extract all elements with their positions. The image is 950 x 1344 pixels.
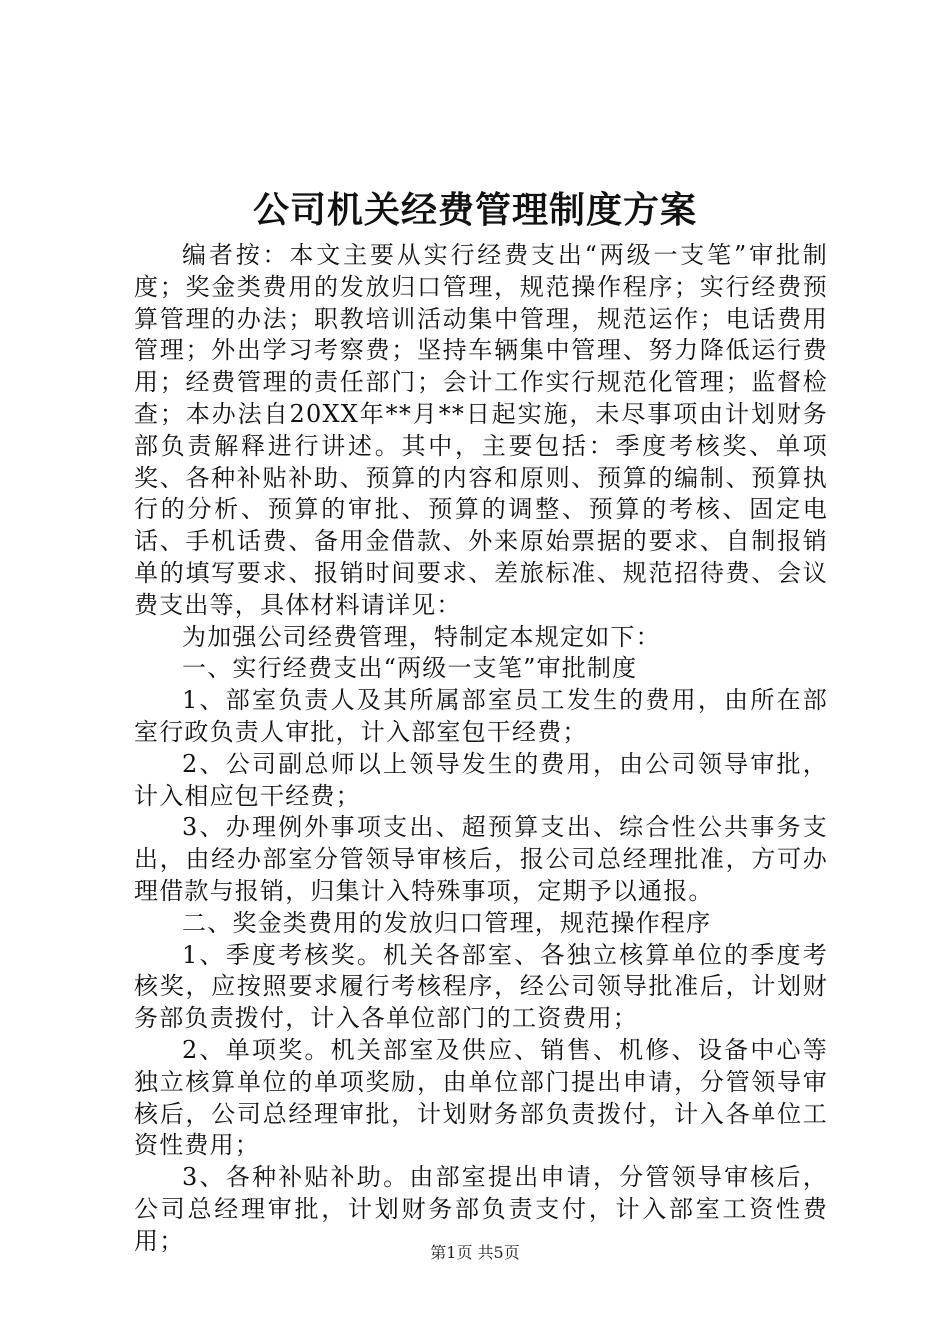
section-heading-2: 二、奖金类费用的发放归口管理，规范操作程序: [182, 908, 712, 937]
paragraph-1-2: 2、公司副总师以上领导发生的费用，由公司领导审批，计入相应包干经费；: [134, 749, 828, 810]
paragraph-2-1: 1、季度考核奖。机关各部室、各独立核算单位的季度考核奖，应按照要求履行考核程序，经公司领导批准后，计划财务部负责拨付，计入各单位部门的工资费用；: [134, 940, 828, 1033]
paragraph-intro: 为加强公司经费管理，特制定本规定如下：: [182, 622, 661, 651]
paragraph-2-3: 3、各种补贴补助。由部室提出申请，分管领导审核后，公司总经理审批，计划财务部负责支付，计入部室工资性费用；: [134, 1163, 828, 1255]
document-title: 公司机关经费管理制度方案: [252, 189, 697, 231]
section-heading-1: 一、实行经费支出“两级一支笔”审批制度: [182, 654, 638, 683]
page-number-footer: 第1页 共5页: [430, 1243, 520, 1262]
paragraph-1-1: 1、部室负责人及其所属部室员工发生的费用，由所在部室行政负责人审批，计入部室包干经费；: [134, 686, 828, 746]
paragraph-2-2: 2、单项奖。机关部室及供应、销售、机修、设备中心等独立核算单位的单项奖励，由单位部门提出申请，分管领导审核后，公司总经理审批，计划财务部负责拨付，计入各单位工资性费用；: [134, 1035, 828, 1160]
paragraph-1-3: 3、办理例外事项支出、超预算支出、综合性公共事务支出，由经办部室分管领导审核后，报公司总经理批准，方可办理借款与报销，归集计入特殊事项，定期予以通报。: [134, 813, 828, 905]
paragraph-editor-note: 编者按：本文主要从实行经费支出“两级一支笔”审批制度；奖金类费用的发放归口管理，规范操作程序；实行经费预算管理的办法；职教培训活动集中管理，规范运作；电话费用管理；外出学习考察费；坚持车辆集中管理、努力降低运行费用；经费管理的责任部门；会计工作实行规范化管理；监督检查；本办法自20XX年**月**日起实施，未尽事项由计划财务部负责解释进行讲述。其中，主要包括：季度考核奖、单项奖、各种补贴补助、预算的内容和原则、预算的编制、预算执行的分析、预算的审批、预算的调整、预算的考核、固定电话、手机话费、备用金借款、外来原始票据的要求、自制报销单的填写要求、报销时间要求、差旅标准、规范招待费、会议费支出等，具体材料请详见：: [134, 241, 828, 619]
document-body: [134, 240, 828, 1258]
